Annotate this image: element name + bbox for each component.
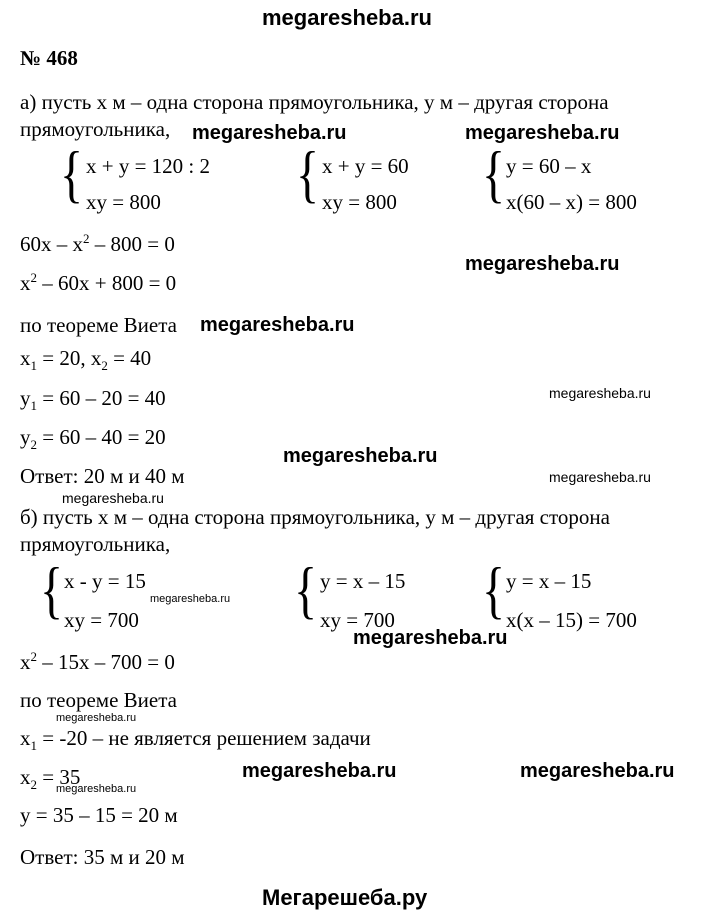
- watermark: megaresheba.ru: [465, 253, 620, 275]
- system-brace: {: [294, 554, 318, 625]
- equation: $x^2 - 60x + 800 = 0$: [20, 270, 177, 295]
- roots: $x_1 = 20$, $x_2 = 40$: [20, 346, 152, 374]
- watermark: megaresheba.ru: [242, 760, 397, 782]
- equation: y = x – 15: [320, 569, 406, 593]
- watermark: megaresheba.ru: [62, 490, 164, 506]
- watermark: megaresheba.ru: [353, 627, 508, 649]
- equation: $x^2 - 15x - 700 = 0$: [20, 649, 175, 674]
- watermark: megaresheba.ru: [200, 314, 355, 336]
- system-brace: {: [482, 554, 506, 625]
- site-footer: Мегарешеба.ру: [262, 885, 428, 910]
- equation: $60x - x^2 - 800 = 0$: [20, 231, 175, 256]
- watermark: megaresheba.ru: [465, 122, 620, 144]
- equation: x(60 – x) = 800: [506, 190, 637, 214]
- equation: xy = 700: [64, 608, 139, 632]
- vieta-text: по теореме Виета: [20, 313, 177, 337]
- equation: x + y = 120 : 2: [86, 154, 211, 178]
- part-b-intro-line1: б) пусть х м – одна сторона прямоугольника, у м – другая сторона: [20, 505, 610, 529]
- vieta-text: по теореме Виета: [20, 688, 177, 712]
- equation: xy = 800: [322, 190, 397, 214]
- system-brace: {: [40, 554, 64, 625]
- watermark: megaresheba.ru: [283, 445, 438, 467]
- equation: xy = 700: [320, 608, 395, 632]
- answer: Ответ: 20 м и 40 м: [20, 464, 185, 488]
- equation: $y_1 = 60 - 20 = 40$: [20, 386, 166, 414]
- equation: x + y = 60: [322, 154, 409, 178]
- root-rejected: $x_1 = -20$ – не является решением задачи: [20, 726, 371, 754]
- system-brace: {: [296, 138, 320, 209]
- answer: Ответ: 35 м и 20 м: [20, 845, 185, 869]
- equation: x - y = 15: [64, 569, 146, 593]
- watermark: megaresheba.ru: [520, 760, 675, 782]
- equation: $y_2 = 60 - 40 = 20$: [20, 425, 166, 453]
- equation: y = 35 – 15 = 20 м: [20, 803, 178, 827]
- equation: x(x – 15) = 700: [506, 608, 637, 632]
- watermark: megaresheba.ru: [549, 469, 651, 485]
- part-a-intro-line1: а) пусть х м – одна сторона прямоугольника, у м – другая сторона: [20, 90, 609, 114]
- part-b-intro-line2: прямоугольника,: [20, 532, 171, 556]
- watermark: megaresheba.ru: [549, 385, 651, 401]
- system-brace: {: [60, 138, 84, 209]
- part-a-intro-line2: прямоугольника,: [20, 117, 171, 141]
- site-header: megaresheba.ru: [262, 5, 432, 30]
- equation: y = x – 15: [506, 569, 592, 593]
- watermark: megaresheba.ru: [56, 783, 137, 795]
- watermark: megaresheba.ru: [150, 593, 231, 605]
- watermark: megaresheba.ru: [56, 712, 137, 724]
- equation: xy = 800: [86, 190, 161, 214]
- problem-number: № 468: [20, 46, 78, 70]
- system-brace: {: [482, 138, 506, 209]
- equation: y = 60 – x: [506, 154, 592, 178]
- root: $x_2 = 35$: [20, 765, 81, 793]
- watermark: megaresheba.ru: [192, 122, 347, 144]
